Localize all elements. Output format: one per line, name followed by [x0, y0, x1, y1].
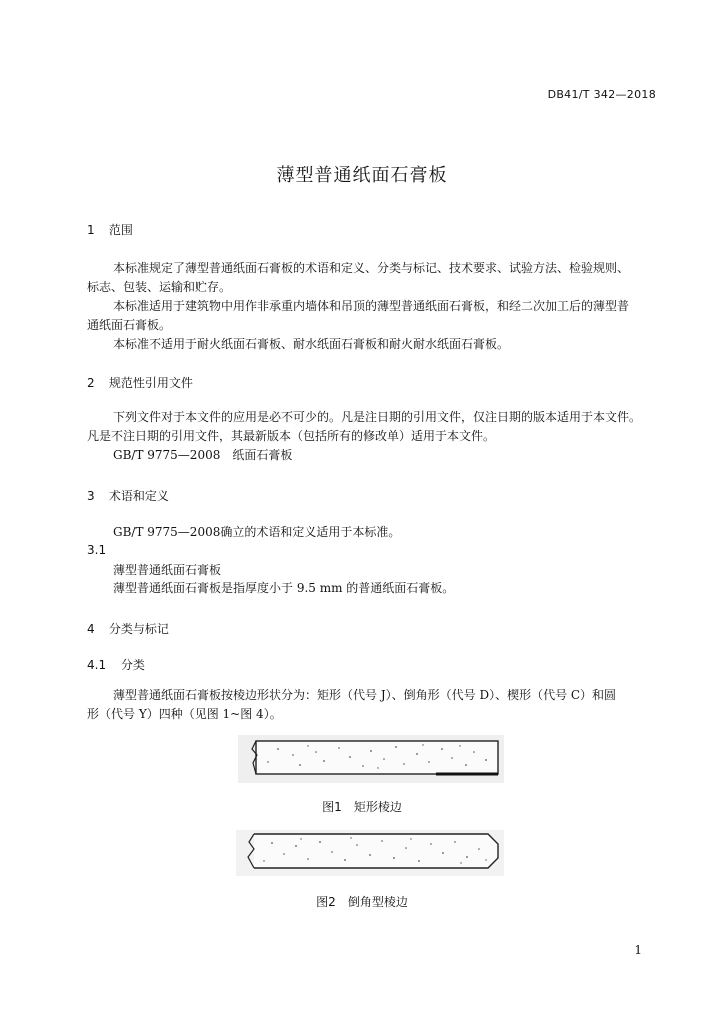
standard-code: DB41/T 342—2018 [547, 88, 656, 101]
scope-paragraph-3: 本标准不适用于耐火纸面石膏板、耐水纸面石膏板和耐火耐水纸面石膏板。 [113, 337, 510, 351]
section-1-heading [87, 221, 133, 238]
figure-1-rectangular-edge-drawing [238, 735, 504, 783]
section-number: 1 [87, 223, 95, 237]
figure-2-chamfered-edge-drawing [236, 830, 504, 876]
classification-paragraph-line-2: 形（代号 Y）四种（见图 1~图 4）。 [87, 707, 282, 721]
subsection-4-1-heading [87, 656, 145, 673]
figure-2-caption [0, 893, 724, 910]
term-title: 薄型普通纸面石膏板 [113, 563, 222, 577]
subsection-number: 4.1 [87, 658, 107, 672]
section-title: 规范性引用文件 [108, 376, 193, 390]
subsection-title: 分类 [120, 658, 145, 672]
scope-paragraph-2-line-1: 本标准适用于建筑物中用作非承重内墙体和吊顶的薄型普通纸面石膏板，和经二次加工后的薄型普 [113, 299, 630, 313]
term-number: 3.1 [87, 543, 107, 557]
references-paragraph-line-1: 下列文件对于本文件的应用是必不可少的。凡是注日期的引用文件，仅注日期的版本适用于本文件。 [113, 410, 642, 424]
figure-1-caption [0, 798, 724, 815]
section-2-heading [87, 374, 193, 391]
section-number: 4 [87, 622, 95, 636]
section-3-heading [87, 487, 169, 504]
figure-number: 图2 [316, 895, 336, 909]
scope-paragraph-1-line-1: 本标准规定了薄型普通纸面石膏板的术语和定义、分类与标记、技术要求、试验方法、检验规则、 [113, 261, 630, 275]
section-title: 术语和定义 [108, 489, 169, 503]
references-paragraph-line-2: 凡是不注日期的引用文件，其最新版本（包括所有的修改单）适用于本文件。 [87, 429, 496, 443]
reference-entry: GB/T 9775—2008 纸面石膏板 [113, 448, 293, 462]
scope-paragraph-2-line-2: 通纸面石膏板。 [87, 318, 172, 332]
figure-caption-text: 矩形棱边 [353, 800, 402, 814]
terms-paragraph: GB/T 9775—2008确立的术语和定义适用于本标准。 [113, 525, 401, 539]
classification-paragraph-line-1: 薄型普通纸面石膏板按棱边形状分为：矩形（代号 J）、倒角形（代号 D）、楔形（代号 C）和圆 [113, 688, 617, 702]
section-title: 分类与标记 [108, 622, 169, 636]
figure-caption-text: 倒角型棱边 [347, 895, 408, 909]
section-title: 范围 [108, 223, 133, 237]
scope-paragraph-1-line-2: 标志、包装、运输和贮存。 [87, 280, 232, 294]
section-number: 2 [87, 376, 95, 390]
page-number: 1 [634, 943, 642, 957]
figure-number: 图1 [322, 800, 342, 814]
term-definition: 薄型普通纸面石膏板是指厚度小于 9.5 mm 的普通纸面石膏板。 [113, 581, 455, 595]
document-title: 薄型普通纸面石膏板 [276, 165, 448, 186]
section-number: 3 [87, 489, 95, 503]
section-4-heading [87, 620, 169, 637]
